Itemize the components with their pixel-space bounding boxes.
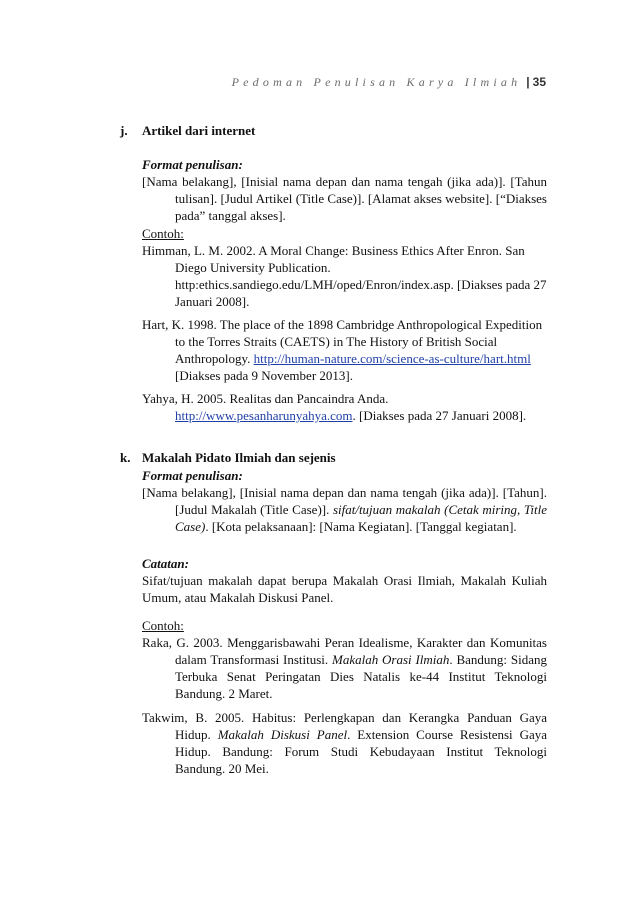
section-k-heading [120, 449, 336, 466]
reference-link[interactable]: http://www.pesanharunyahya.com [175, 408, 353, 423]
reference-text: . Bandung: Sidang Terbuka Senat Peringatan Dies Natalis ke-44 Institut Teknologi Bandung. 2 Maret. [175, 652, 547, 701]
running-header [232, 75, 546, 90]
reference-italic: Makalah Orasi Ilmiah [332, 652, 450, 667]
section-j-letter: j. [120, 123, 128, 138]
section-k-format [142, 467, 547, 535]
format-text: [Nama belakang], [Inisial nama depan dan nama tengah (jika ada)]. [Tahun tulisan]. [Judul Artikel (Title Case)]. [Alamat akses website]. [“Diakses pada” tanggal akses]. [142, 174, 547, 223]
contoh-label: Contoh: [142, 226, 184, 241]
section-j-format [142, 156, 547, 224]
catatan-text: Sifat/tujuan makalah dapat berupa Makalah Orasi Ilmiah, Makalah Kuliah Umum, atau Makalah Diskusi Panel. [142, 573, 547, 605]
format-text-italic: sifat/tujuan makalah (Cetak miring, Title Case) [175, 502, 547, 534]
format-label: Format penulisan: [142, 468, 243, 483]
header-title: Pedoman Penulisan Karya Ilmiah [231, 75, 522, 89]
reference-text: Himman, L. M. 2002. A Moral Change: Business Ethics After Enron. San Diego University Publication. http:ethics.sandiego.edu/LMH/oped/Enron/index.asp. [Diakses pada 27 Januari 2008]. [142, 243, 547, 309]
section-j-ref3 [142, 390, 547, 424]
reference-entry [142, 634, 547, 702]
reference-entry [142, 242, 547, 310]
contoh-label: Contoh: [142, 618, 184, 633]
page-number: 35 [532, 75, 546, 89]
section-j-heading [120, 122, 255, 139]
section-k-note [142, 555, 547, 606]
format-text-part: [Nama belakang], [Inisial nama depan dan nama tengah (jika ada)]. [Tahun]. [Judul Makalah (Title Case)]. [142, 485, 547, 517]
reference-text: Raka, G. 2003. Menggarisbawahi Peran Idealisme, Karakter dan Komunitas dalam Transformasi Institusi. [142, 635, 547, 667]
reference-text: . Extension Course Resistensi Gaya Hidup. Bandung: Forum Studi Kebudayaan Institut Teknologi Bandung. 20 Mei. [175, 727, 547, 776]
section-k-title: Makalah Pidato Ilmiah dan sejenis [142, 450, 336, 465]
catatan-label: Catatan: [142, 556, 189, 571]
reference-text: [Diakses pada 9 November 2013]. [175, 368, 353, 383]
section-j-title: Artikel dari internet [142, 123, 256, 138]
format-label: Format penulisan: [142, 157, 243, 172]
reference-link[interactable]: http://human-nature.com/science-as-culture/hart.html [253, 351, 531, 366]
reference-text: Yahya, H. 2005. Realitas dan Pancaindra Anda. [142, 391, 389, 406]
section-k-ref2 [142, 709, 547, 777]
section-j-examples [142, 225, 547, 310]
format-text-part: . [Kota pelaksanaan]: [Nama Kegiatan]. [Tanggal kegiatan]. [205, 519, 517, 534]
reference-text: Takwim, B. 2005. Habitus: Perlengkapan dan Kerangka Panduan Gaya Hidup. [142, 710, 547, 742]
reference-entry [142, 390, 547, 424]
section-k-examples [142, 617, 547, 702]
section-k-letter: k. [120, 450, 131, 465]
reference-text: . [Diakses pada 27 Januari 2008]. [352, 408, 527, 423]
format-text [142, 484, 547, 535]
reference-entry [142, 709, 547, 777]
reference-italic: Makalah Diskusi Panel [217, 727, 348, 742]
header-separator: | [526, 75, 530, 89]
section-j-ref2 [142, 316, 547, 384]
reference-entry [142, 316, 547, 384]
reference-text: Hart, K. 1998. The place of the 1898 Cambridge Anthropological Expedition to the Torres Straits (CAETS) in The History of British Social Anthropology. [142, 317, 543, 366]
